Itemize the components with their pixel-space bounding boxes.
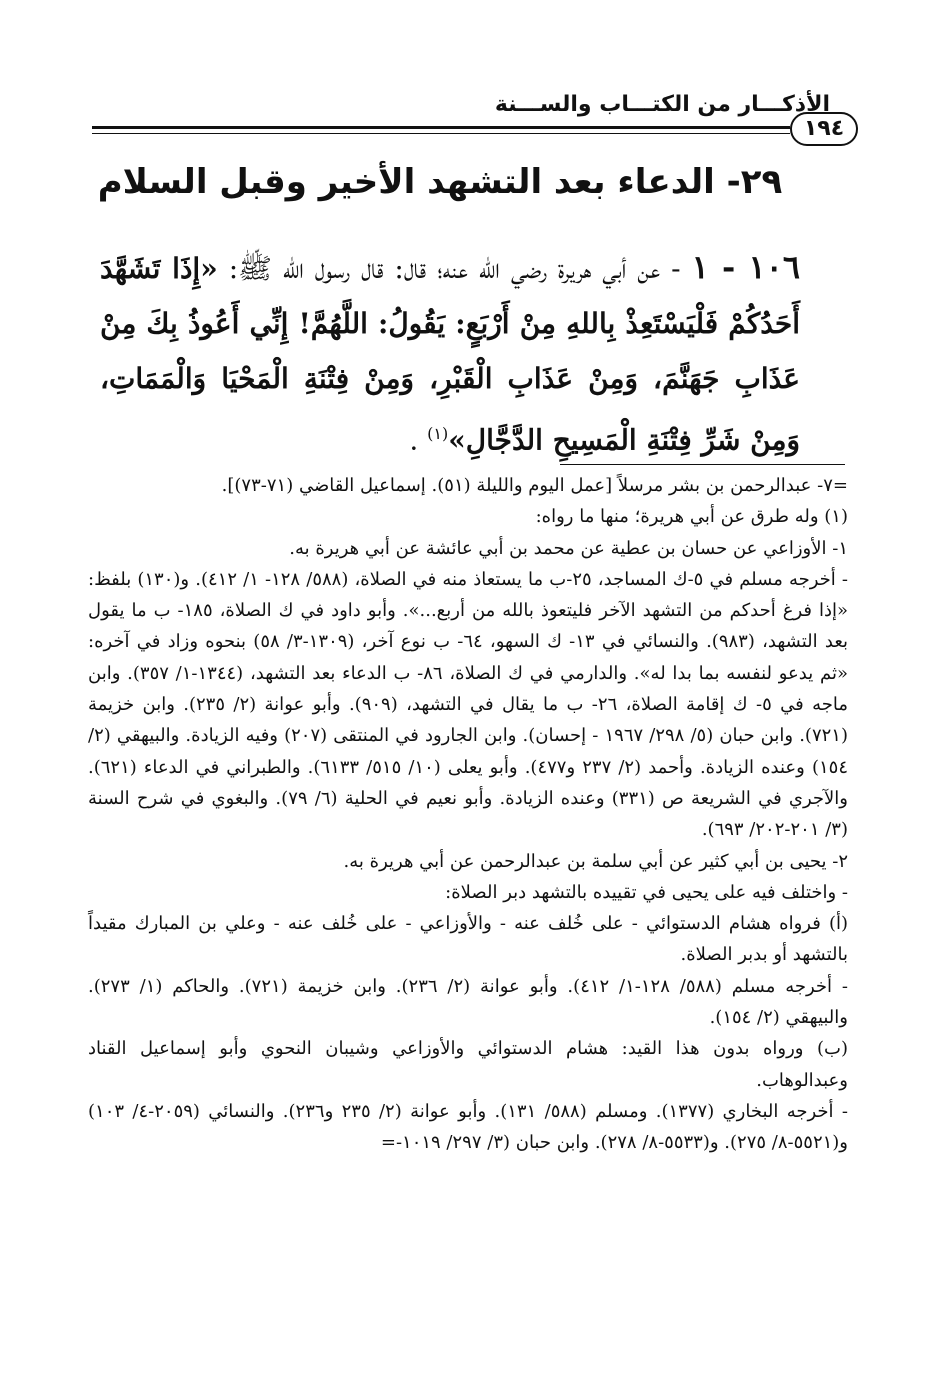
footnote-line: - أخرجه البخاري (١٣٧٧). ومسلم (٥٨٨/ ١٣١). وأبو عوانة (٢/ ٢٣٥ و٢٣٦). والنسائي (٢٠٥٩-٤/ ١٠٣) و(٥٥٢١-٨/ ٢٧٥). و(٥٥٣٣-٨/ ٢٧٨). وابن حبان (٣/ ٢٩٧/ ١٠١٩-= [88, 1100, 848, 1154]
footnote-line: (أ) فرواه هشام الدستوائي - على خُلف عنه - والأوزاعي - على خُلف عنه - وعلي بن المبارك مقيداً بالتشهد أو بدبر الصلاة. [88, 913, 848, 966]
footnote-line: =٧- عبدالرحمن بن بشر مرسلاً [عمل اليوم والليلة (٥١). إسماعيل القاضي (٧١-٧٣)]. [221, 475, 848, 496]
footnote-line: (١) وله طرق عن أبي هريرة؛ منها ما رواه: [535, 506, 848, 528]
footnotes [88, 470, 848, 1159]
footnote-line: - أخرجه مسلم (٥٨٨/ ١٢٨-١/ ٤١٢). وأبو عوانة (٢/ ٢٣٦). وابن خزيمة (٧٢١). والحاكم (١/ ٢٧٣). والبيهقي (٢/ ١٥٤). [88, 975, 848, 1029]
hadith-number: ١٠٦ - ١ [691, 248, 801, 286]
page-number: ١٩٤ [790, 112, 858, 146]
hadith-intro: - عن أبي هريرة رضي الله عنه؛ قال: قال رسول الله ﷺ: [228, 252, 681, 285]
footnote-separator [560, 464, 845, 465]
footnote-line: (ب) ورواه بدون هذا القيد: هشام الدستوائي والأوزاعي وشيبان النحوي وأبو إسماعيل القناد وعبدالوهاب. [88, 1038, 848, 1091]
chapter-title: ٢٩- الدعاء بعد التشهد الأخير وقبل السلام [97, 162, 783, 202]
hadith-end: . [409, 423, 419, 457]
running-title: الأذكـــار من الكتـــاب والســـنة [494, 92, 830, 117]
hadith-text: «إِذَا تَشَهَّدَ أَحَدُكُمْ فَلْيَسْتَعِذْ بِاللهِ مِنْ أَرْبَعٍ: يَقُولُ: اللَّهُمَّ! إِنِّي أَعُوذُ بِكَ مِنْ عَذَابِ جَهَنَّمَ، وَمِنْ عَذَابِ الْقَبْرِ، وَمِنْ فِتْنَةِ الْمَحْيَا وَالْمَمَاتِ، وَمِنْ شَرِّ فِتْنَةِ الْمَسِيحِ الدَّجَّالِ» [100, 252, 800, 457]
hadith-paragraph [100, 240, 800, 467]
header-rule-thin [92, 133, 790, 134]
footnote-line: ٢- يحيى بن أبي كثير عن أبي سلمة بن عبدالرحمن عن أبي هريرة به. [343, 850, 848, 872]
footnote-line: ١- الأوزاعي عن حسان بن عطية عن محمد بن أبي عائشة عن أبي هريرة به. [289, 537, 848, 559]
header-rule-thick [92, 126, 790, 129]
footnote-marker: (١) [427, 424, 449, 443]
footnote-line: - واختلف فيه على يحيى في تقييده بالتشهد دبر الصلاة: [445, 881, 848, 903]
footnote-line: - أخرجه مسلم في ٥-ك المساجد، ٢٥-ب ما يستعاذ منه في الصلاة، (٥٨٨/ ١٢٨- ١/ ٤١٢). و(١٣٠) بلفظ: «إذا فرغ أحدكم من التشهد الآخر فليتعوذ بالله من أربع...». وأبو داود في ك الصلاة، ١٨٥- ب ما يقول بعد التشهد، (٩٨٣). والنسائي في ١٣- ك السهو، ٦٤- ب نوع آخر، (١٣٠٩-٣/ ٥٨) بنحوه وزاد في آخره: «ثم يدعو لنفسه بما بدا له». والدارمي في ك الصلاة، ٨٦- ب الدعاء بعد التشهد، (١٣٤٤-١/ ٣٥٧). وابن ماجه في ٥- ك إقامة الصلاة، ٢٦- ب ما يقال في التشهد، (٩٠٩). وأبو عوانة (٢/ ٢٣٥). وابن خزيمة (٧٢١). وابن حبان (٥/ ٢٩٨/ ١٩٦٧ - إحسان). وابن الجارود في المنتقى (٢٠٧) وفيه الزيادة. والبيهقي (٢/ ١٥٤) وعنده الزيادة. وأحمد (٢/ ٢٣٧ و٤٧٧). وأبو يعلى (١٠/ ٥١٥/ ٦١٣٣). والطبراني في الدعاء (٦٢١). والآجري في الشريعة ص (٣٣١) وعنده الزيادة. وأبو نعيم في الحلية (٦/ ٧٩). والبغوي في شرح السنة (٣/ ٢٠١-٢٠٢/ ٦٩٣). [88, 568, 849, 841]
